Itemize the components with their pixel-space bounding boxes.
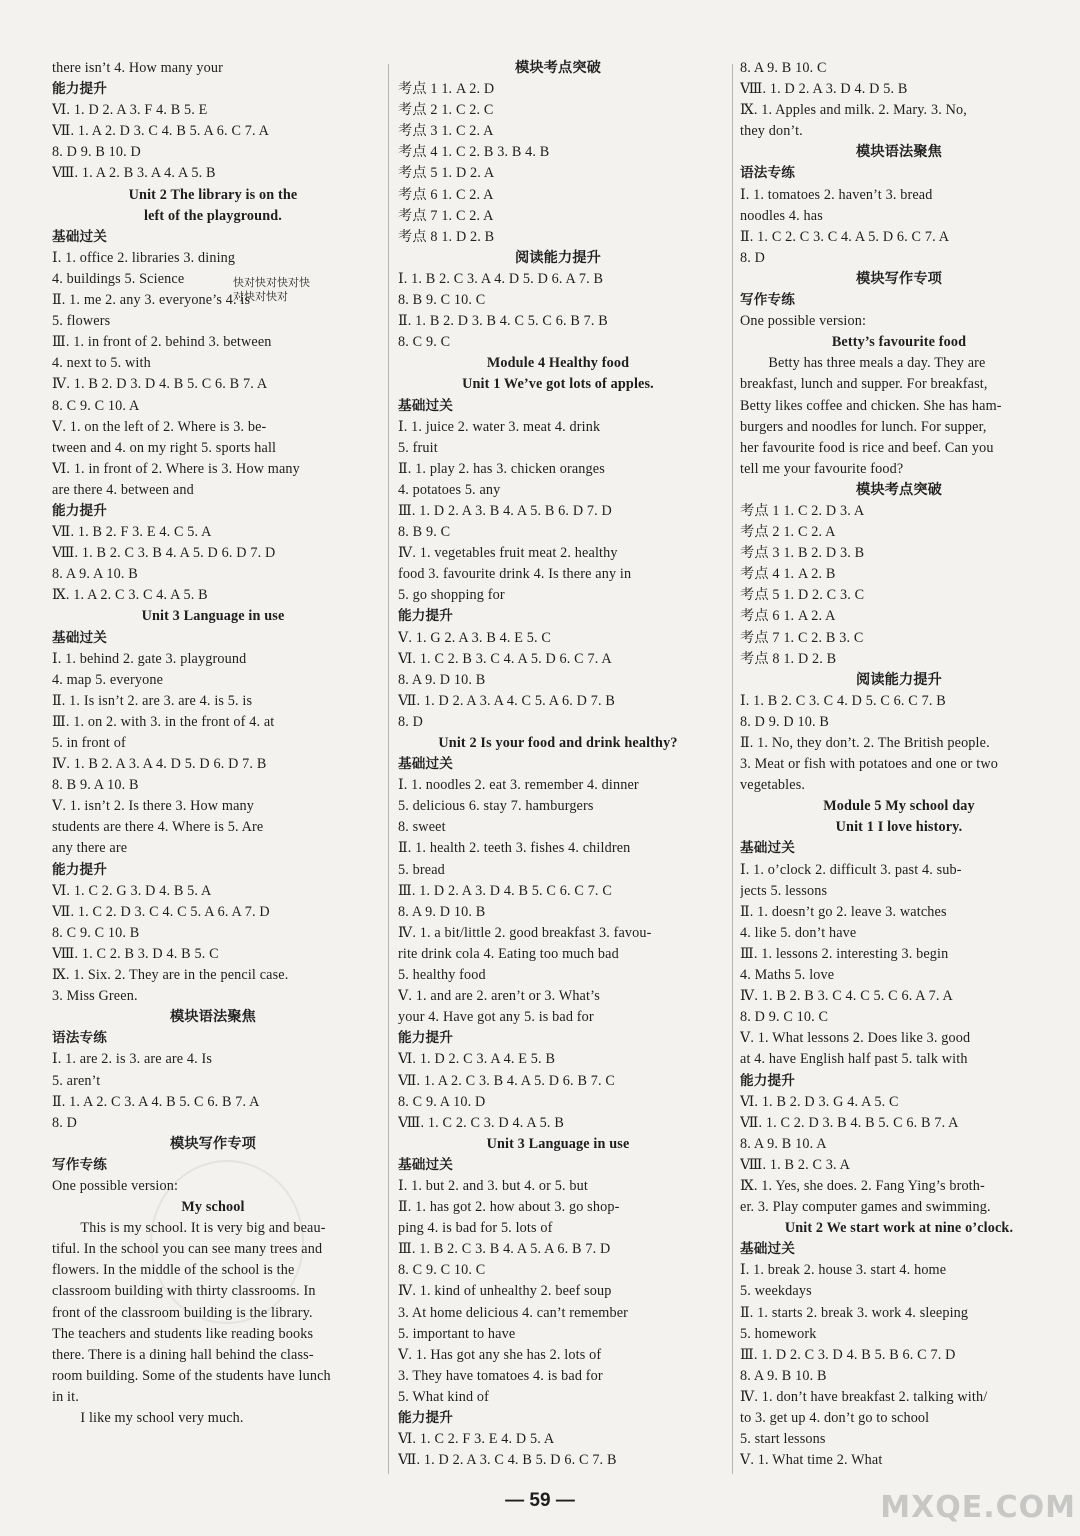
answer-line: 8. B 9. A 10. B <box>52 777 139 794</box>
column-divider <box>732 64 733 1474</box>
answer-line: 8. C 9. C <box>398 334 451 351</box>
subsection-label: 基础过关 <box>52 228 107 245</box>
section-heading: Unit 1 We’ve got lots of apples. <box>462 376 654 393</box>
answer-line: her favourite food is rice and beef. Can you <box>740 439 994 456</box>
subsection-label: 基础过关 <box>740 1241 795 1258</box>
answer-line: Ⅳ. 1. don’t have breakfast 2. talking with/ <box>740 1388 988 1405</box>
answer-column-left <box>52 58 374 1429</box>
section-heading: Betty’s favourite food <box>831 334 967 351</box>
answer-line: tiful. In the school you can see many trees and <box>52 1241 323 1258</box>
subsection-label: 基础过关 <box>398 756 453 773</box>
answer-line: 4. next to 5. with <box>52 355 151 372</box>
answer-line: Ⅰ. 1. tomatoes 2. haven’t 3. bread <box>740 186 933 203</box>
answer-line: 8. D 9. B 10. D <box>52 144 141 161</box>
section-heading: Unit 2 The library is on the <box>128 186 298 203</box>
answer-line: in it. <box>52 1388 79 1405</box>
section-heading: My school <box>181 1199 245 1216</box>
answer-line: 4. Maths 5. love <box>740 967 835 984</box>
answer-line: your 4. Have got any 5. is bad for <box>398 1009 594 1026</box>
answer-line: 5. healthy food <box>398 967 486 984</box>
answer-line: Betty has three meals a day. They are <box>768 355 986 372</box>
answer-line: 考点 3 1. C 2. A <box>398 123 494 140</box>
answer-line: Ⅶ. 1. A 2. C 3. B 4. A 5. D 6. B 7. C <box>398 1072 616 1089</box>
subsection-label: 基础过关 <box>52 629 107 646</box>
answer-line: Ⅵ. 1. D 2. C 3. A 4. E 5. B <box>398 1051 556 1068</box>
answer-line: Ⅰ. 1. break 2. house 3. start 4. home <box>740 1262 947 1279</box>
subsection-label: 语法专练 <box>52 1030 107 1047</box>
answer-line: Ⅱ. 1. has got 2. how about 3. go shop- <box>398 1199 620 1216</box>
answer-line: flowers. In the middle of the school is the <box>52 1262 295 1279</box>
answer-line: room building. Some of the students have lunch <box>52 1367 331 1384</box>
answer-line: 5. aren’t <box>52 1072 101 1089</box>
answer-line: 8. A 9. B 10. B <box>740 1367 827 1384</box>
answer-line: Ⅶ. 1. D 2. A 3. C 4. B 5. D 6. C 7. B <box>398 1452 617 1469</box>
answer-line: 4. buildings 5. Science <box>52 270 185 287</box>
answer-line: 5. What kind of <box>398 1388 490 1405</box>
answer-line: Ⅲ. 1. in front of 2. behind 3. between <box>52 334 272 351</box>
answer-line: Ⅶ. 1. C 2. D 3. C 4. C 5. A 6. A 7. D <box>52 903 270 920</box>
answer-line: Ⅶ. 1. B 2. F 3. E 4. C 5. A <box>52 524 212 541</box>
subsection-label: 写作专练 <box>740 292 795 309</box>
answer-line: Ⅰ. 1. B 2. C 3. C 4. D 5. C 6. C 7. B <box>740 692 946 709</box>
section-heading: Module 5 My school day <box>823 798 975 815</box>
answer-line: 8. C 9. A 10. D <box>398 1093 486 1110</box>
answer-line: Ⅱ. 1. Is isn’t 2. are 3. are 4. is 5. is <box>52 692 253 709</box>
answer-line: Ⅸ. 1. Apples and milk. 2. Mary. 3. No, <box>740 102 967 119</box>
answer-line: 8. C 9. C 10. B <box>52 924 140 941</box>
answer-line: Ⅳ. 1. vegetables fruit meat 2. healthy <box>398 545 618 562</box>
subsection-label: 能力提升 <box>52 502 107 519</box>
section-heading: 模块写作专项 <box>169 1135 257 1152</box>
answer-line: Ⅲ. 1. D 2. A 3. B 4. A 5. B 6. D 7. D <box>398 502 612 519</box>
answer-line: Ⅸ. 1. Six. 2. They are in the pencil case. <box>52 967 289 984</box>
answer-line: Ⅴ. 1. on the left of 2. Where is 3. be- <box>52 418 267 435</box>
answer-line: 考点 4 1. C 2. B 3. B 4. B <box>398 144 550 161</box>
subsection-label: 能力提升 <box>52 861 107 878</box>
answer-line: Ⅷ. 1. A 2. B 3. A 4. A 5. B <box>52 165 216 182</box>
answer-line: 考点 7 1. C 2. B 3. C <box>740 629 864 646</box>
subsection-label: 基础过关 <box>740 840 795 857</box>
subsection-label: 能力提升 <box>52 81 107 98</box>
answer-line: 5. delicious 6. stay 7. hamburgers <box>398 798 594 815</box>
answer-line: Ⅰ. 1. noodles 2. eat 3. remember 4. dinner <box>398 777 639 794</box>
answer-line: 8. A 9. A 10. B <box>52 566 138 583</box>
section-heading: 模块语法聚焦 <box>855 144 943 161</box>
subsection-label: 基础过关 <box>398 397 453 414</box>
answer-line: 5. go shopping for <box>398 587 505 604</box>
answer-line: tell me your favourite food? <box>740 460 904 477</box>
answer-line: Ⅰ. 1. B 2. C 3. A 4. D 5. D 6. A 7. B <box>398 270 604 287</box>
section-heading: Unit 2 We start work at nine o’clock. <box>784 1220 1014 1237</box>
answer-line: ping 4. is bad for 5. lots of <box>398 1220 553 1237</box>
answer-line: there isn’t 4. How many your <box>52 60 224 76</box>
answer-line: 考点 6 1. C 2. A <box>398 186 494 203</box>
section-heading: 模块写作专项 <box>855 270 943 287</box>
answer-line: Ⅶ. 1. A 2. D 3. C 4. B 5. A 6. C 7. A <box>52 123 270 140</box>
subsection-label: 能力提升 <box>398 1410 453 1426</box>
answer-line: 5. start lessons <box>740 1431 826 1448</box>
answer-line: Ⅲ. 1. D 2. A 3. D 4. B 5. C 6. C 7. C <box>398 882 612 899</box>
answer-line: Ⅷ. 1. D 2. A 3. D 4. D 5. B <box>740 81 908 98</box>
answer-line: 考点 5 1. D 2. C 3. C <box>740 587 865 604</box>
answer-line: 考点 1 1. A 2. D <box>398 81 495 98</box>
answer-line: Ⅳ. 1. a bit/little 2. good breakfast 3. favou- <box>398 924 652 941</box>
answer-line: noodles 4. has <box>740 207 823 224</box>
answer-line: Ⅳ. 1. B 2. D 3. D 4. B 5. C 6. B 7. A <box>52 376 268 393</box>
answer-line: 8. sweet <box>398 819 446 836</box>
answer-line: The teachers and students like reading books <box>52 1325 314 1342</box>
section-heading: Unit 2 Is your food and drink healthy? <box>438 735 678 751</box>
answer-line: 考点 2 1. C 2. C <box>398 102 494 119</box>
answer-line: Ⅲ. 1. lessons 2. interesting 3. begin <box>740 945 949 962</box>
answer-line: rite drink cola 4. Eating too much bad <box>398 945 619 962</box>
answer-line: Ⅱ. 1. B 2. D 3. B 4. C 5. C 6. B 7. B <box>398 313 608 330</box>
section-heading: 模块考点突破 <box>855 481 943 498</box>
answer-line: 8. B 9. C <box>398 524 451 541</box>
section-heading: 阅读能力提升 <box>514 249 602 266</box>
answer-line: Ⅵ. 1. C 2. F 3. E 4. D 5. A <box>398 1431 555 1448</box>
answer-line: Ⅴ. 1. What lessons 2. Does like 3. good <box>740 1030 971 1047</box>
answer-line: front of the classroom building is the library. <box>52 1304 313 1321</box>
answer-line: 8. A 9. D 10. B <box>398 903 486 920</box>
answer-line: Betty likes coffee and chicken. She has ham- <box>740 397 1002 414</box>
answer-line: there. There is a dining hall behind the class- <box>52 1346 314 1363</box>
section-heading: Module 4 Healthy food <box>486 355 630 372</box>
answer-line: 5. weekdays <box>740 1283 812 1300</box>
answer-line: 8. D <box>740 249 766 266</box>
answer-line: 考点 4 1. A 2. B <box>740 566 836 583</box>
answer-line: breakfast, lunch and supper. For breakfast, <box>740 376 988 393</box>
answer-line: 考点 1 1. C 2. D 3. A <box>740 502 865 519</box>
answer-line: Ⅴ. 1. isn’t 2. Is there 3. How many <box>52 798 255 815</box>
answer-line: 考点 8 1. D 2. B <box>740 650 837 667</box>
section-heading: 阅读能力提升 <box>855 671 943 688</box>
answer-line: Ⅵ. 1. B 2. D 3. G 4. A 5. C <box>740 1093 899 1110</box>
answer-line: Ⅷ. 1. C 2. C 3. D 4. A 5. B <box>398 1114 564 1131</box>
answer-line: 考点 7 1. C 2. A <box>398 207 494 224</box>
answer-line: 4. like 5. don’t have <box>740 924 857 941</box>
answer-line: Ⅳ. 1. B 2. A 3. A 4. D 5. D 6. D 7. B <box>52 756 267 773</box>
answer-line: 4. map 5. everyone <box>52 671 164 688</box>
answer-line: 5. flowers <box>52 313 111 330</box>
answer-line: 8. A 9. B 10. C <box>740 60 827 76</box>
answer-line: tween and 4. on my right 5. sports hall <box>52 439 277 456</box>
answer-line: Ⅰ. 1. office 2. libraries 3. dining <box>52 249 236 266</box>
section-heading: 模块语法聚焦 <box>169 1009 257 1026</box>
answer-line: 8. A 9. D 10. B <box>398 671 486 688</box>
answer-line: 8. B 9. C 10. C <box>398 292 486 309</box>
answer-line: classroom building with thirty classrooms. In <box>52 1283 316 1300</box>
column-divider <box>388 64 389 1474</box>
answer-line: Ⅲ. 1. on 2. with 3. in the front of 4. at <box>52 713 275 730</box>
section-heading: 模块考点突破 <box>514 60 602 76</box>
answer-line: I like my school very much. <box>80 1410 244 1426</box>
subsection-label: 能力提升 <box>398 1030 453 1047</box>
answer-line: jects 5. lessons <box>740 882 828 899</box>
answer-line: Ⅶ. 1. C 2. D 3. B 4. B 5. C 6. B 7. A <box>740 1114 959 1131</box>
answer-line: 5. important to have <box>398 1325 516 1342</box>
answer-line: 考点 8 1. D 2. B <box>398 228 495 245</box>
answer-line: 5. bread <box>398 861 445 878</box>
answer-line: Ⅵ. 1. in front of 2. Where is 3. How many <box>52 460 300 477</box>
answer-line: 考点 5 1. D 2. A <box>398 165 495 182</box>
answer-line: 考点 3 1. B 2. D 3. B <box>740 545 865 562</box>
answer-line: vegetables. <box>740 777 806 794</box>
section-heading: Unit 3 Language in use <box>141 608 285 625</box>
answer-line: Ⅱ. 1. A 2. C 3. A 4. B 5. C 6. B 7. A <box>52 1093 260 1110</box>
subsection-label: 语法专练 <box>740 165 795 182</box>
answer-line: Ⅳ. 1. kind of unhealthy 2. beef soup <box>398 1283 612 1300</box>
answer-line: Ⅱ. 1. doesn’t go 2. leave 3. watches <box>740 903 947 920</box>
answer-line: 考点 2 1. C 2. A <box>740 524 836 541</box>
answer-column-middle <box>398 58 718 1471</box>
answer-column-right <box>740 58 1058 1471</box>
answer-line: 3. At home delicious 4. can’t remember <box>398 1304 629 1321</box>
answer-line: Ⅱ. 1. starts 2. break 3. work 4. sleeping <box>740 1304 969 1321</box>
answer-line: 5. fruit <box>398 439 438 456</box>
section-heading: left of the playground. <box>144 207 282 224</box>
answer-line: Ⅵ. 1. C 2. G 3. D 4. B 5. A <box>52 882 212 899</box>
kuaidui-stamp: 快对快对快对快对快对快对 <box>233 276 310 303</box>
answer-line: Ⅸ. 1. Yes, she does. 2. Fang Ying’s broth- <box>740 1177 985 1194</box>
answer-line: Ⅶ. 1. D 2. A 3. A 4. C 5. A 6. D 7. B <box>398 692 616 709</box>
answer-line: they don’t. <box>740 123 803 140</box>
answer-line: students are there 4. Where is 5. Are <box>52 819 264 836</box>
answer-line: er. 3. Play computer games and swimming. <box>740 1199 991 1216</box>
answer-line: Ⅵ. 1. D 2. A 3. F 4. B 5. E <box>52 102 208 119</box>
answer-line: burgers and noodles for lunch. For supper, <box>740 418 987 435</box>
section-heading: Unit 1 I love history. <box>835 819 963 836</box>
answer-line: food 3. favourite drink 4. Is there any in <box>398 566 632 583</box>
answer-line: 3. Miss Green. <box>52 988 138 1005</box>
answer-line: Ⅴ. 1. and are 2. aren’t or 3. What’s <box>398 988 600 1005</box>
answer-line: Ⅰ. 1. are 2. is 3. are are 4. Is <box>52 1051 213 1068</box>
answer-line: Ⅰ. 1. juice 2. water 3. meat 4. drink <box>398 418 601 435</box>
answer-line: Ⅲ. 1. D 2. C 3. D 4. B 5. B 6. C 7. D <box>740 1346 956 1363</box>
answer-line: 考点 6 1. A 2. A <box>740 608 836 625</box>
answer-line: Ⅱ. 1. C 2. C 3. C 4. A 5. D 6. C 7. A <box>740 228 950 245</box>
answer-line: Ⅴ. 1. Has got any she has 2. lots of <box>398 1346 602 1363</box>
site-watermark: MXQE.COM <box>880 1490 1076 1525</box>
answer-line: 8. D 9. D 10. B <box>740 713 829 730</box>
answer-line: One possible version: <box>52 1177 179 1194</box>
answer-line: One possible version: <box>740 313 867 330</box>
answer-line: any there are <box>52 840 128 857</box>
answer-line: 8. D 9. C 10. C <box>740 1009 829 1026</box>
answer-line: 8. C 9. C 10. A <box>52 397 140 414</box>
answer-line: Ⅱ. 1. me 2. any 3. everyone’s 4. is <box>52 292 251 309</box>
answer-line: Ⅵ. 1. C 2. B 3. C 4. A 5. D 6. C 7. A <box>398 650 612 667</box>
answer-line: Ⅴ. 1. G 2. A 3. B 4. E 5. C <box>398 629 552 646</box>
answer-line: Ⅳ. 1. B 2. B 3. C 4. C 5. C 6. A 7. A <box>740 988 953 1005</box>
answer-line: Ⅲ. 1. B 2. C 3. B 4. A 5. A 6. B 7. D <box>398 1241 611 1258</box>
answer-line: Ⅱ. 1. health 2. teeth 3. fishes 4. children <box>398 840 631 857</box>
answer-line: 8. A 9. B 10. A <box>740 1135 827 1152</box>
subsection-label: 写作专练 <box>52 1156 107 1173</box>
subsection-label: 能力提升 <box>740 1072 795 1089</box>
answer-line: Ⅷ. 1. B 2. C 3. B 4. A 5. D 6. D 7. D <box>52 545 276 562</box>
answer-line: 8. C 9. C 10. C <box>398 1262 486 1279</box>
answer-line: Ⅰ. 1. but 2. and 3. but 4. or 5. but <box>398 1177 588 1194</box>
answer-line: Ⅱ. 1. No, they don’t. 2. The British people. <box>740 735 990 751</box>
answer-line: to 3. get up 4. don’t go to school <box>740 1410 930 1426</box>
subsection-label: 能力提升 <box>398 608 453 625</box>
answer-line: Ⅰ. 1. behind 2. gate 3. playground <box>52 650 247 667</box>
answer-line: 8. D <box>52 1114 78 1131</box>
answer-line: Ⅱ. 1. play 2. has 3. chicken oranges <box>398 460 605 477</box>
answer-line: Ⅷ. 1. C 2. B 3. D 4. B 5. C <box>52 945 219 962</box>
answer-line: Ⅴ. 1. What time 2. What <box>740 1452 883 1469</box>
answer-line: are there 4. between and <box>52 481 194 498</box>
page-number: — 59 — <box>505 1490 575 1511</box>
answer-line: 4. potatoes 5. any <box>398 481 501 498</box>
answer-line: 3. They have tomatoes 4. is bad for <box>398 1367 603 1384</box>
section-heading: Unit 3 Language in use <box>486 1135 630 1152</box>
answer-line: 5. in front of <box>52 735 126 751</box>
answer-line: 8. D <box>398 713 424 730</box>
answer-line: Ⅰ. 1. o’clock 2. difficult 3. past 4. sub- <box>740 861 962 878</box>
answer-line: Ⅸ. 1. A 2. C 3. C 4. A 5. B <box>52 587 208 604</box>
answer-line: This is my school. It is very big and beau- <box>80 1220 326 1237</box>
answer-line: at 4. have English half past 5. talk with <box>740 1051 968 1068</box>
answer-line: 3. Meat or fish with potatoes and one or two <box>740 756 998 773</box>
answer-line: Ⅷ. 1. B 2. C 3. A <box>740 1156 851 1173</box>
answer-line: 5. homework <box>740 1325 817 1342</box>
subsection-label: 基础过关 <box>398 1156 453 1173</box>
